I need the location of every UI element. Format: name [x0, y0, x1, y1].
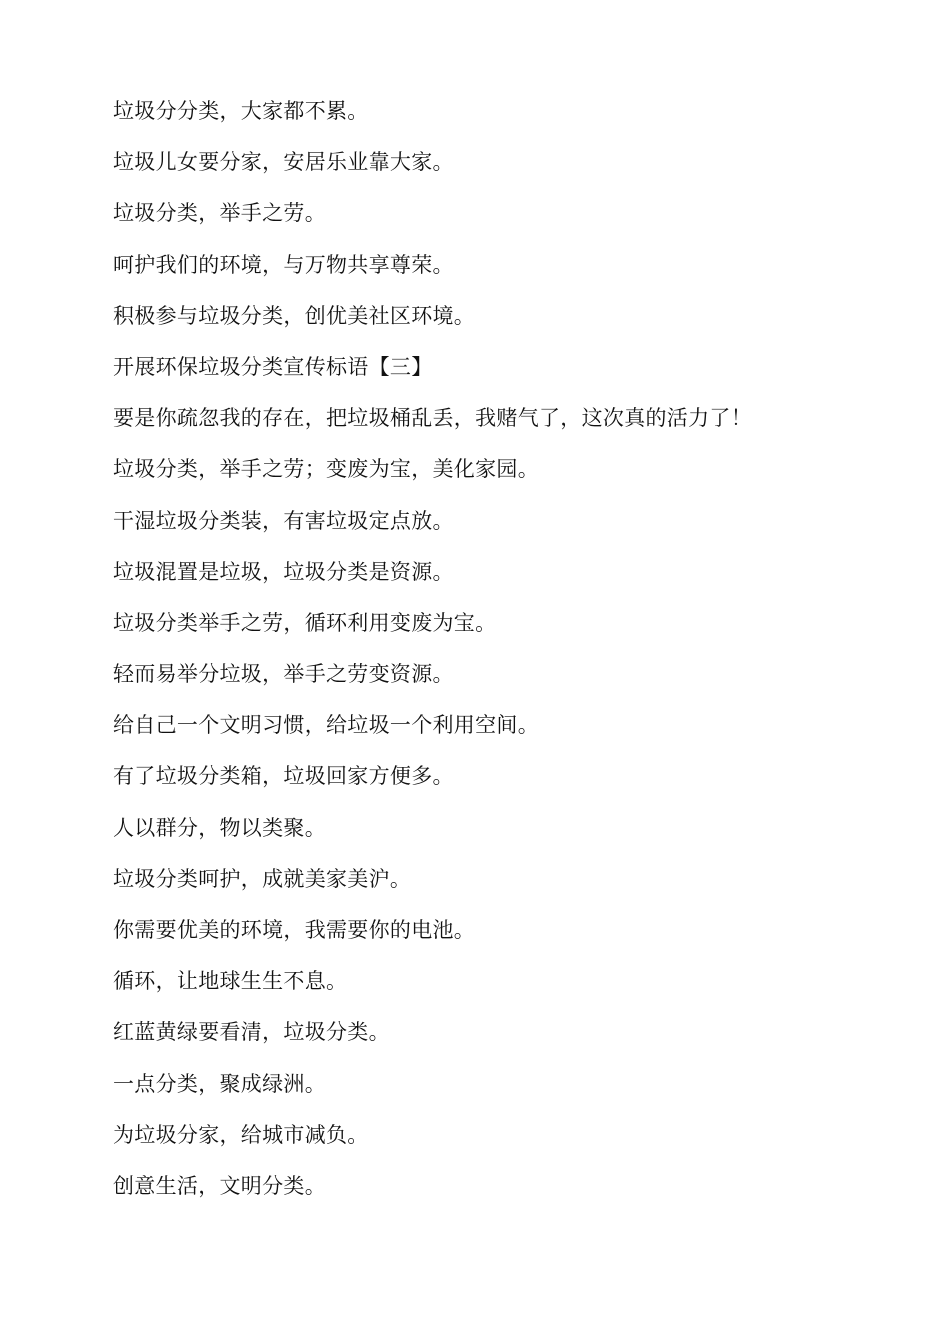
slogan-line: 垃圾分类举手之劳，循环利用变废为宝。: [113, 610, 497, 635]
slogan-line: 创意生活，文明分类。: [113, 1173, 326, 1198]
slogan-line: 积极参与垃圾分类，创优美社区环境。: [113, 303, 476, 328]
slogan-line: 垃圾分类呵护，成就美家美沪。: [113, 866, 412, 891]
slogan-line: 呵护我们的环境，与万物共享尊荣。: [113, 252, 454, 277]
slogan-line: 给自己一个文明习惯，给垃圾一个利用空间。: [113, 713, 539, 738]
slogan-line: 垃圾分类，举手之劳；变废为宝，美化家园。: [113, 457, 539, 482]
slogan-line: 垃圾分分类，大家都不累。: [113, 99, 369, 123]
slogan-line: 一点分类，聚成绿洲。: [113, 1071, 326, 1096]
slogan-line: 为垃圾分家，给城市减负。: [113, 1122, 369, 1147]
slogan-line: 垃圾儿女要分家，安居乐业靠大家。: [113, 150, 454, 175]
slogan-line: 循环，让地球生生不息。: [113, 969, 348, 994]
slogan-line: 有了垃圾分类箱，垃圾回家方便多。: [113, 764, 454, 789]
slogan-list: [113, 96, 913, 1222]
slogan-line: 轻而易举分垃圾，举手之劳变资源。: [113, 662, 454, 687]
section-heading: 开展环保垃圾分类宣传标语【三】: [113, 354, 433, 379]
slogan-line: 你需要优美的环境，我需要你的电池。: [113, 918, 476, 942]
slogan-line: 红蓝黄绿要看清，垃圾分类。: [113, 1020, 390, 1045]
slogan-line: 干湿垃圾分类装，有害垃圾定点放。: [113, 508, 454, 533]
slogan-line: 要是你疏忽我的存在，把垃圾桶乱丢，我赌气了，这次真的活力了！: [113, 406, 752, 431]
slogan-line: 垃圾分类，举手之劳。: [113, 201, 326, 226]
slogan-line: 垃圾混置是垃圾，垃圾分类是资源。: [113, 559, 454, 584]
slogan-line: 人以群分，物以类聚。: [113, 815, 326, 840]
